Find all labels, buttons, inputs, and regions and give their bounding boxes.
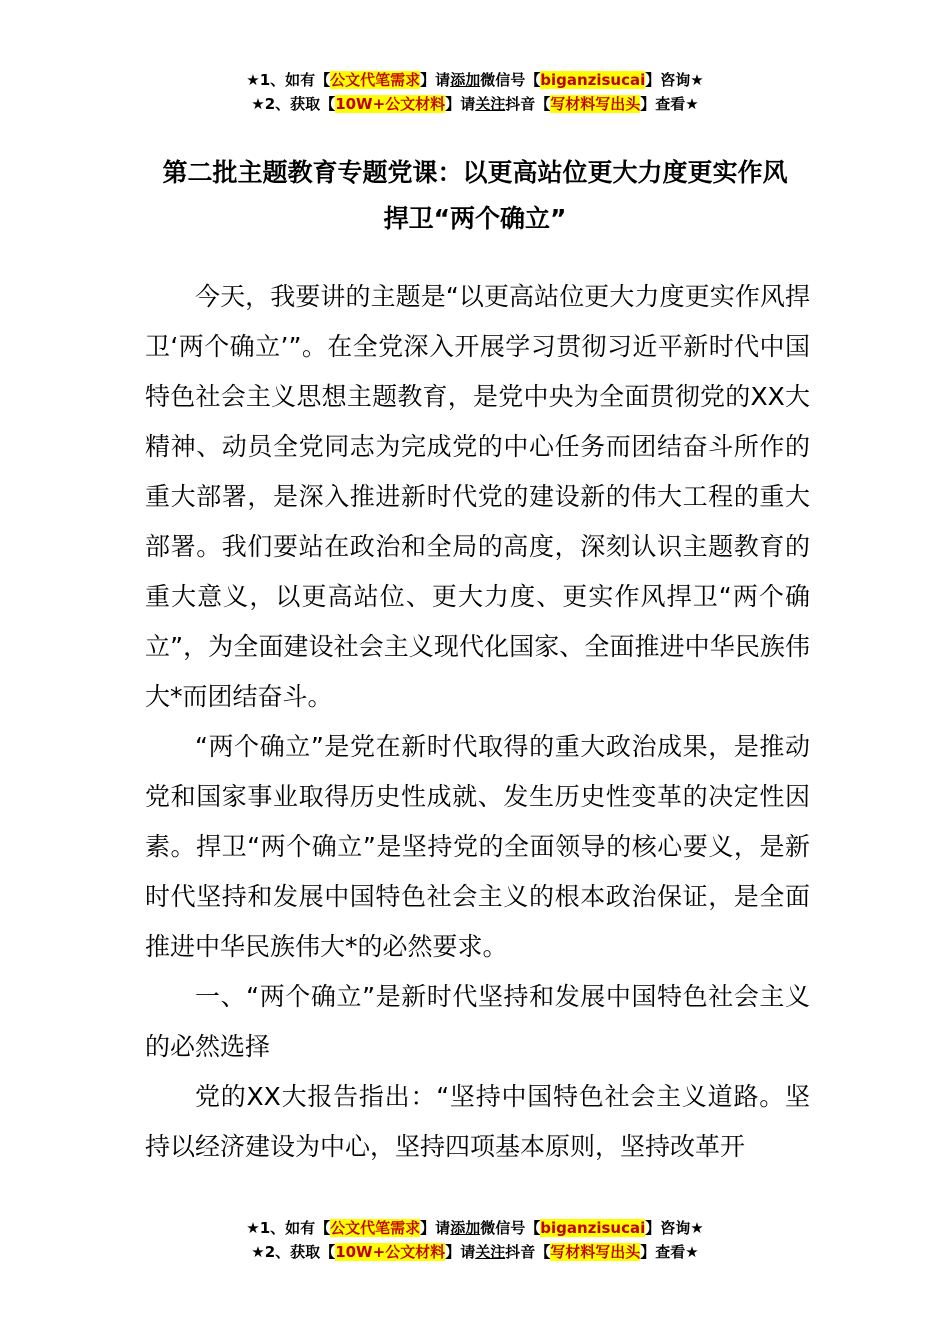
banner-highlight: 10W+公文材料: [335, 1243, 446, 1261]
banner-line-1: [0, 1216, 950, 1240]
banner-highlight: 写材料写出头: [550, 1243, 641, 1261]
banner-text: 】请: [445, 95, 476, 113]
banner-text: 】咨询★: [645, 71, 704, 89]
banner-highlight: biganzisucai: [540, 1219, 646, 1237]
banner-line-1: [0, 68, 950, 92]
banner-text: 微信号【: [480, 71, 541, 89]
banner-highlight: 公文代笔需求: [330, 1219, 421, 1237]
banner-text: 】查看★: [640, 95, 699, 113]
title-line-1: 第二批主题教育专题党课：以更高站位更大力度更实作风: [162, 158, 788, 187]
banner-text: 】请: [445, 1243, 476, 1261]
footer-banner: [0, 1216, 950, 1264]
banner-text: ★2、获取【: [251, 95, 336, 113]
banner-text: ★1、如有【: [246, 71, 331, 89]
header-banner: [0, 68, 950, 116]
banner-text: 】请: [420, 71, 451, 89]
banner-underlined: 关注: [475, 95, 506, 113]
banner-line-2: [0, 92, 950, 116]
banner-underlined: 添加: [450, 1219, 481, 1237]
document-title: [0, 150, 950, 242]
paragraph-two-establishments: “两个确立”是党在新时代取得的重大政治成果，是推动党和国家事业取得历史性成就、发生历史性变革的决定性因素。捍卫“两个确立”是坚持党的全面领导的核心要义，是新时代坚持和发展中国特色社会主义的根本政治保证，是全面推进中华民族伟大*的必然要求。: [145, 732, 810, 961]
paragraph-intro: 今天，我要讲的主题是“以更高站位更大力度更实作风捍卫‘两个确立’”。在全党深入开展学习贯彻习近平新时代中国特色社会主义思想主题教育，是党中央为全面贯彻党的XX大精神、动员全党同志为完成党的中心任务而团结奋斗所作的重大部署，是深入推进新时代党的建设新的伟大工程的重大部署。我们要站在政治和全局的高度，深刻认识主题教育的重大意义，以更高站位、更大力度、更实作风捍卫“两个确立”，为全面建设社会主义现代化国家、全面推进中华民族伟大*而团结奋斗。: [145, 282, 810, 711]
banner-highlight: 10W+公文材料: [335, 95, 446, 113]
banner-highlight: biganzisucai: [540, 71, 646, 89]
banner-underlined: 关注: [475, 1243, 506, 1261]
section-heading-1: 一、“两个确立”是新时代坚持和发展中国特色社会主义的必然选择: [145, 982, 810, 1061]
banner-highlight: 写材料写出头: [550, 95, 641, 113]
banner-line-2: [0, 1240, 950, 1264]
banner-text: ★1、如有【: [246, 1219, 331, 1237]
banner-text: 】查看★: [640, 1243, 699, 1261]
banner-text: 】请: [420, 1219, 451, 1237]
title-line-2: 捍卫“两个确立”: [383, 204, 567, 233]
banner-text: 抖音【: [505, 95, 551, 113]
banner-text: 抖音【: [505, 1243, 551, 1261]
banner-text: 微信号【: [480, 1219, 541, 1237]
document-body: [145, 272, 810, 1172]
paragraph-report-quote: 党的XX大报告指出：“坚持中国特色社会主义道路。坚持以经济建设为中心，坚持四项基本原则，坚持改革开: [145, 1082, 810, 1161]
banner-underlined: 添加: [450, 71, 481, 89]
banner-highlight: 公文代笔需求: [330, 71, 421, 89]
banner-text: 】咨询★: [645, 1219, 704, 1237]
banner-text: ★2、获取【: [251, 1243, 336, 1261]
